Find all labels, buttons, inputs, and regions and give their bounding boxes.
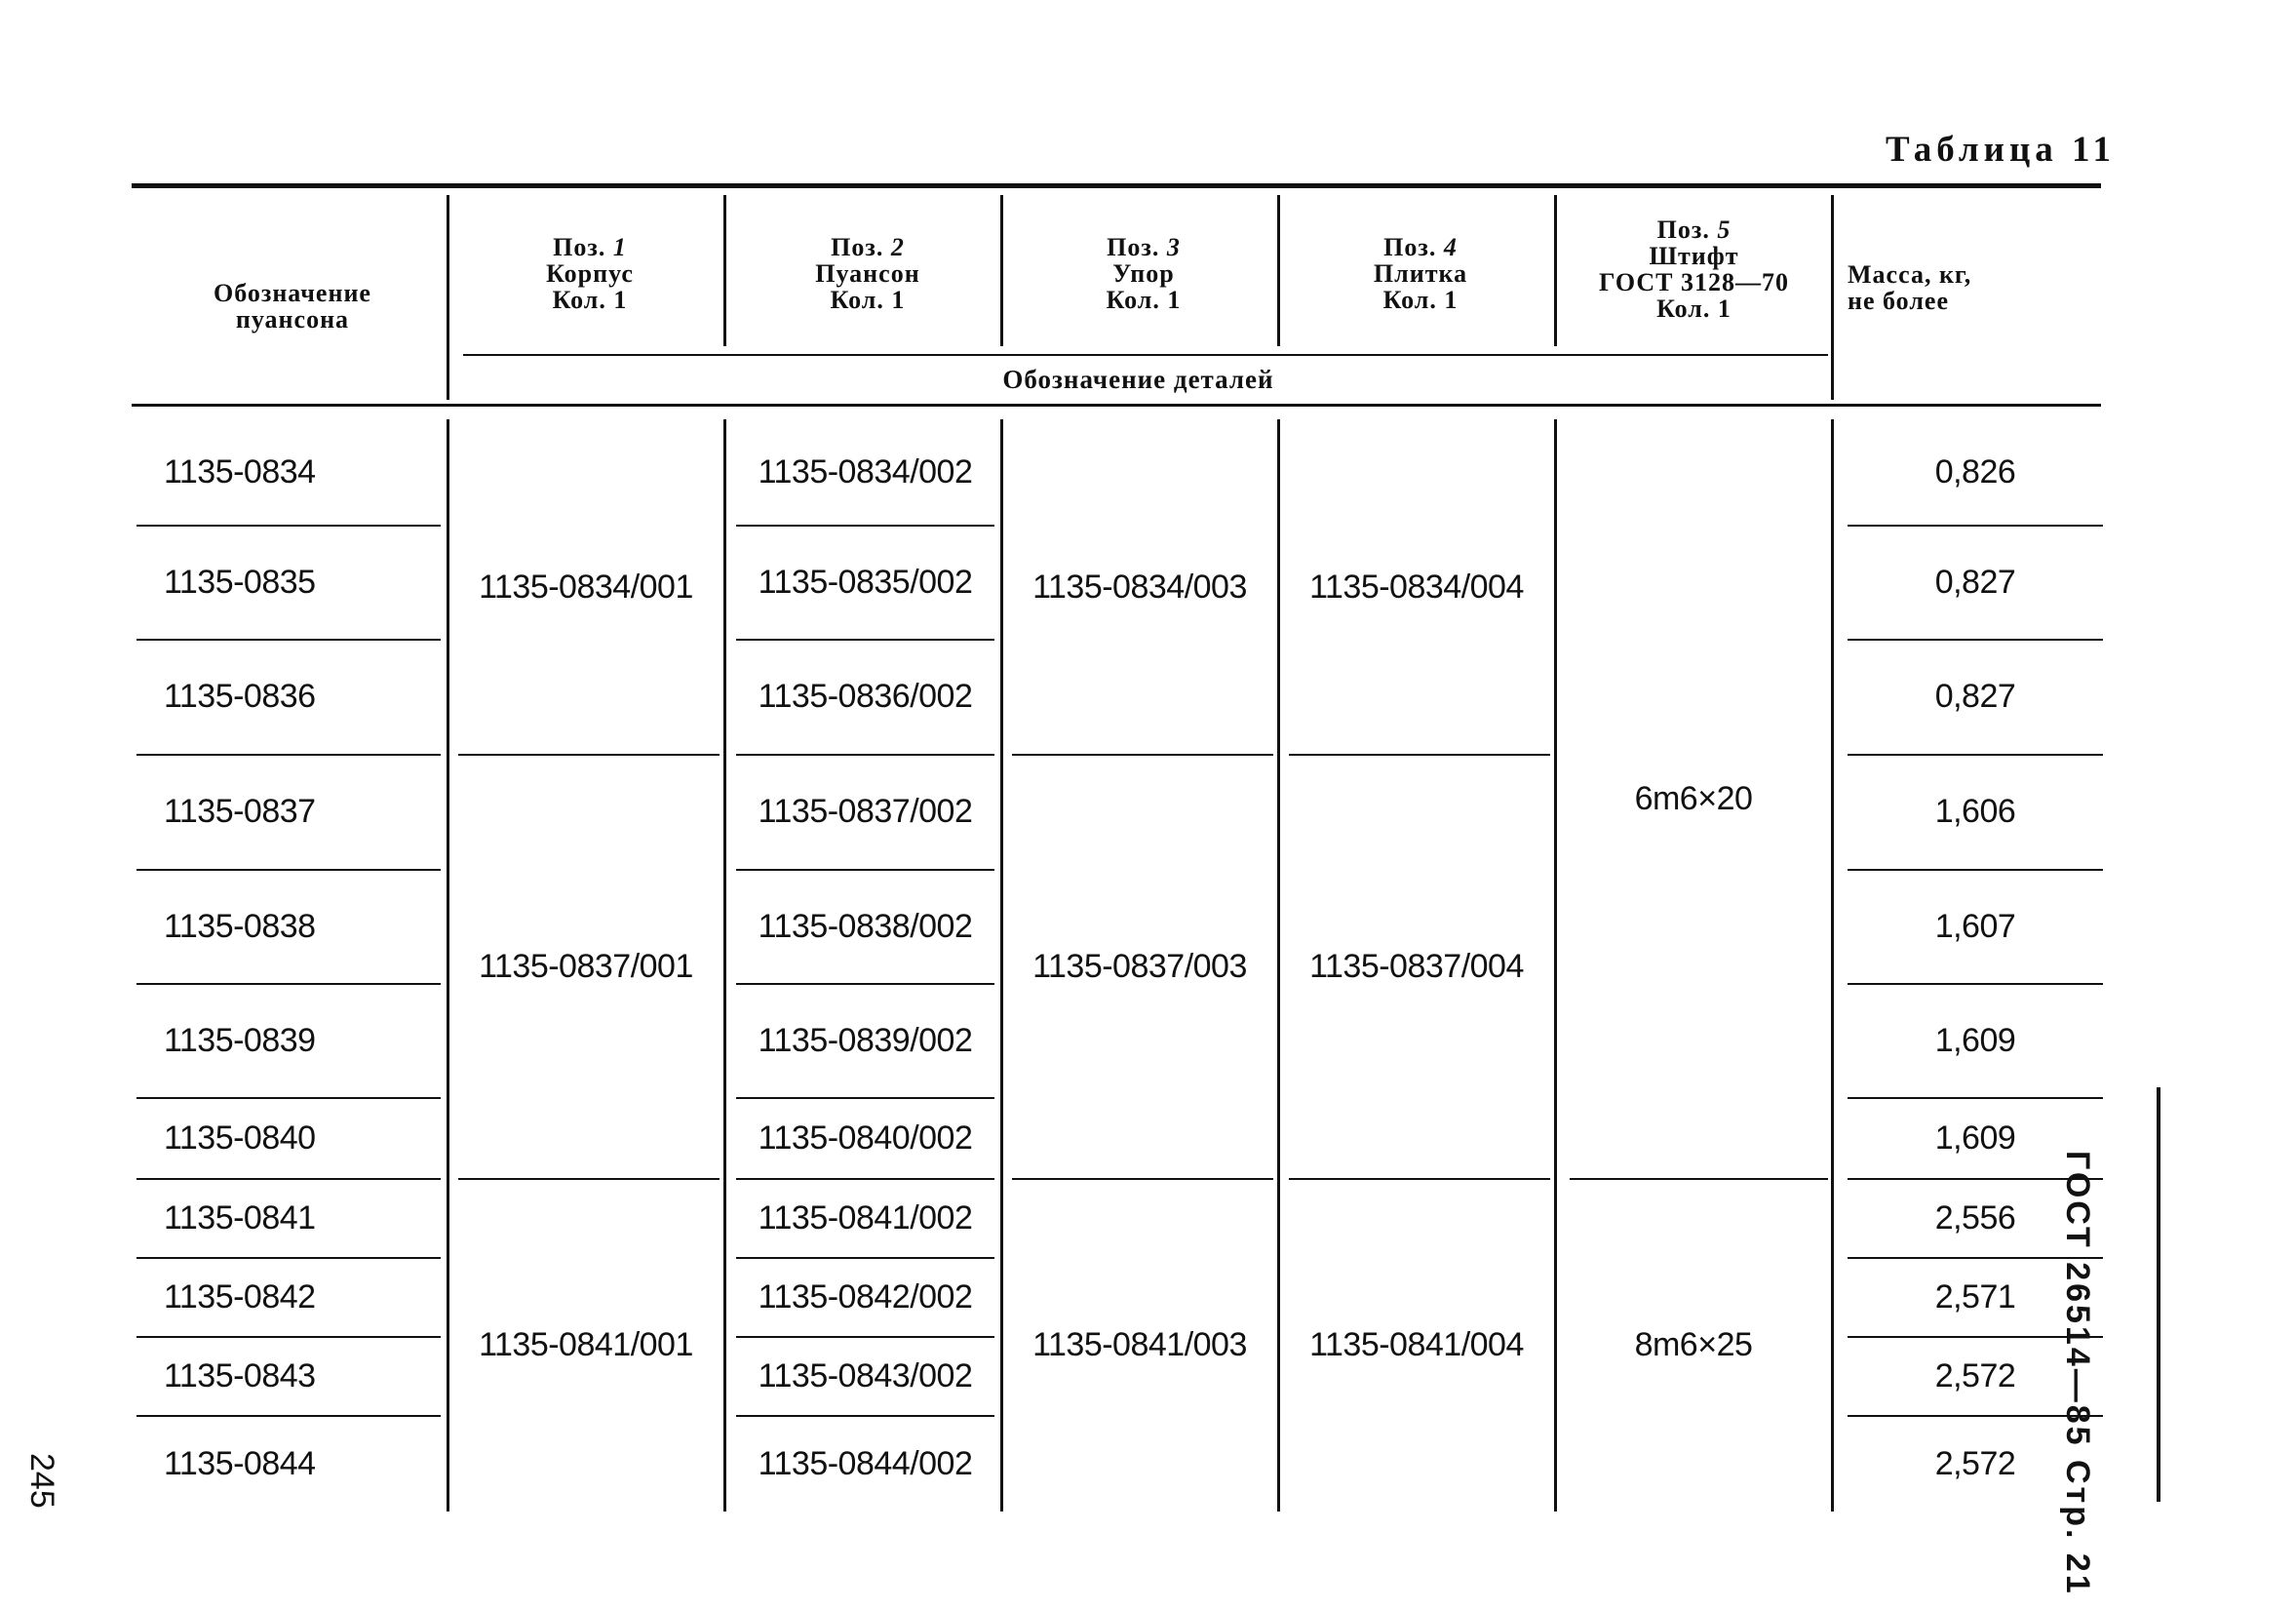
side-title-rule [2157, 1087, 2160, 1502]
pos2-code: 1135-0838/002 [758, 908, 973, 945]
row-separator-pos2 [736, 869, 994, 871]
header-pos2-name: Пуансон [815, 259, 920, 288]
mass-value: 0,827 [1934, 678, 2016, 715]
row-separator-punch [136, 1257, 441, 1259]
header-pos3 [1012, 234, 1275, 313]
pos1-code: 1135-0841/001 [479, 1326, 693, 1363]
pos1-code: 1135-0837/001 [479, 948, 693, 985]
group-separator-pos1 [458, 754, 720, 756]
header-pos4-title: Поз. 4 [1383, 233, 1458, 261]
mass-value: 1,609 [1934, 1119, 2016, 1157]
row-separator-pos2 [736, 1415, 994, 1417]
row-separator-punch [136, 1415, 441, 1417]
header-details: Обозначение деталей [1002, 365, 1274, 394]
pin-size: 6m6×20 [1634, 780, 1753, 817]
row-separator-punch [136, 869, 441, 871]
mass-value: 0,827 [1934, 564, 2016, 601]
row-separator-mass [1848, 983, 2103, 985]
row-separator-punch [136, 639, 441, 641]
pos2-code: 1135-0837/002 [758, 793, 973, 830]
punch-code: 1135-0840 [164, 1119, 316, 1157]
page-number: 245 [23, 1453, 60, 1509]
pos2-code: 1135-0842/002 [758, 1278, 973, 1315]
row-separator-pos2 [736, 983, 994, 985]
row-separator-mass [1848, 525, 2103, 527]
row-separator-mass [1848, 1097, 2103, 1099]
row-separator-punch [136, 1336, 441, 1338]
header-pos5-title: Поз. 5 [1656, 216, 1732, 244]
punch-code: 1135-0834 [164, 453, 316, 491]
header-pos1-qty: Кол. 1 [552, 286, 628, 314]
pin-size: 8m6×25 [1634, 1326, 1753, 1363]
pos2-code: 1135-0835/002 [758, 564, 973, 601]
punch-code: 1135-0843 [164, 1357, 316, 1394]
group-separator-pos4 [1289, 754, 1550, 756]
punch-code: 1135-0838 [164, 908, 316, 945]
header-vline-2 [723, 195, 726, 346]
punch-code: 1135-0835 [164, 564, 316, 601]
table-caption: Таблица 11 [1886, 130, 2116, 170]
header-vline-3 [1000, 195, 1003, 346]
group-separator-pos3 [1012, 1178, 1273, 1180]
mass-value: 0,826 [1934, 453, 2016, 491]
header-pos3-name: Упор [1112, 259, 1175, 288]
body-vline-4 [1277, 419, 1280, 1512]
punch-code: 1135-0837 [164, 793, 316, 830]
header-pos3-qty: Кол. 1 [1106, 286, 1182, 314]
header-pos5-standard: ГОСТ 3128—70 [1598, 268, 1790, 296]
mass-value: 2,572 [1934, 1357, 2016, 1394]
header-pos2-title: Поз. 2 [831, 233, 905, 261]
header-pos5-name: Штифт [1649, 242, 1739, 270]
header-pos4-qty: Кол. 1 [1382, 286, 1459, 314]
body-vline-2 [723, 419, 726, 1512]
mass-value: 2,572 [1934, 1445, 2016, 1482]
body-vline-6 [1831, 419, 1834, 1512]
pos4-code: 1135-0841/004 [1309, 1326, 1524, 1363]
pos3-code: 1135-0841/003 [1032, 1326, 1247, 1363]
row-separator-pos2 [736, 1178, 994, 1180]
header-pos2-qty: Кол. 1 [830, 286, 906, 314]
header-pos4-name: Плитка [1373, 259, 1468, 288]
pos2-code: 1135-0841/002 [758, 1199, 973, 1237]
header-pos3-title: Поз. 3 [1107, 233, 1181, 261]
pos2-code: 1135-0843/002 [758, 1357, 973, 1394]
pos3-code: 1135-0834/003 [1032, 569, 1247, 606]
header-mass-line2: не более [1848, 287, 1950, 315]
row-separator-mass [1848, 869, 2103, 871]
row-separator-punch [136, 983, 441, 985]
header-pos5-qty: Кол. 1 [1656, 295, 1732, 323]
header-punch [156, 280, 429, 333]
group-separator-pos1 [458, 1178, 720, 1180]
header-vline-5 [1554, 195, 1557, 346]
body-vline-1 [447, 419, 449, 1512]
row-separator-mass [1848, 639, 2103, 641]
mass-value: 2,571 [1934, 1278, 2016, 1315]
mass-value: 1,609 [1934, 1022, 2016, 1059]
row-separator-pos2 [736, 1257, 994, 1259]
group-separator-pos4 [1289, 1178, 1550, 1180]
table-top-rule [132, 183, 2101, 188]
header-pos4 [1289, 234, 1552, 313]
punch-code: 1135-0844 [164, 1445, 316, 1482]
row-separator-pos2 [736, 1336, 994, 1338]
details-rule [463, 354, 1828, 356]
row-separator-mass [1848, 754, 2103, 756]
pos2-code: 1135-0839/002 [758, 1022, 973, 1059]
pos3-code: 1135-0837/003 [1032, 948, 1247, 985]
mass-value: 1,607 [1934, 908, 2016, 945]
punch-code: 1135-0836 [164, 678, 316, 715]
mass-value: 2,556 [1934, 1199, 2016, 1237]
row-separator-pos2 [736, 754, 994, 756]
row-separator-punch [136, 1178, 441, 1180]
row-separator-punch [136, 525, 441, 527]
header-pos5 [1560, 216, 1828, 322]
header-bottom-rule [132, 404, 2101, 407]
punch-code: 1135-0842 [164, 1278, 316, 1315]
row-separator-pos2 [736, 525, 994, 527]
header-vline-4 [1277, 195, 1280, 346]
row-separator-pos2 [736, 1097, 994, 1099]
header-pos2 [736, 234, 999, 313]
row-separator-punch [136, 754, 441, 756]
header-pos1 [458, 234, 721, 313]
pos4-code: 1135-0834/004 [1309, 569, 1524, 606]
pos2-code: 1135-0836/002 [758, 678, 973, 715]
punch-code: 1135-0841 [164, 1199, 316, 1237]
header-mass-line1: Масса, кг, [1848, 260, 1972, 289]
row-separator-pos2 [736, 639, 994, 641]
header-pos1-title: Поз. 1 [553, 233, 627, 261]
pos4-code: 1135-0837/004 [1309, 948, 1524, 985]
body-vline-3 [1000, 419, 1003, 1512]
header-punch-line1: Обозначение [214, 279, 371, 307]
punch-code: 1135-0839 [164, 1022, 316, 1059]
pos2-code: 1135-0844/002 [758, 1445, 973, 1482]
side-title: ГОСТ 26514—85 Стр. 21 [2059, 1151, 2096, 1596]
pos2-code: 1135-0840/002 [758, 1119, 973, 1157]
pos1-code: 1135-0834/001 [479, 569, 693, 606]
mass-value: 1,606 [1934, 793, 2016, 830]
row-separator-punch [136, 1097, 441, 1099]
header-punch-line2: пуансона [235, 305, 350, 334]
pin-separator [1570, 1178, 1828, 1180]
group-separator-pos3 [1012, 754, 1273, 756]
header-pos1-name: Корпус [546, 259, 634, 288]
header-mass [1848, 261, 2072, 314]
pos2-code: 1135-0834/002 [758, 453, 973, 491]
body-vline-5 [1554, 419, 1557, 1512]
